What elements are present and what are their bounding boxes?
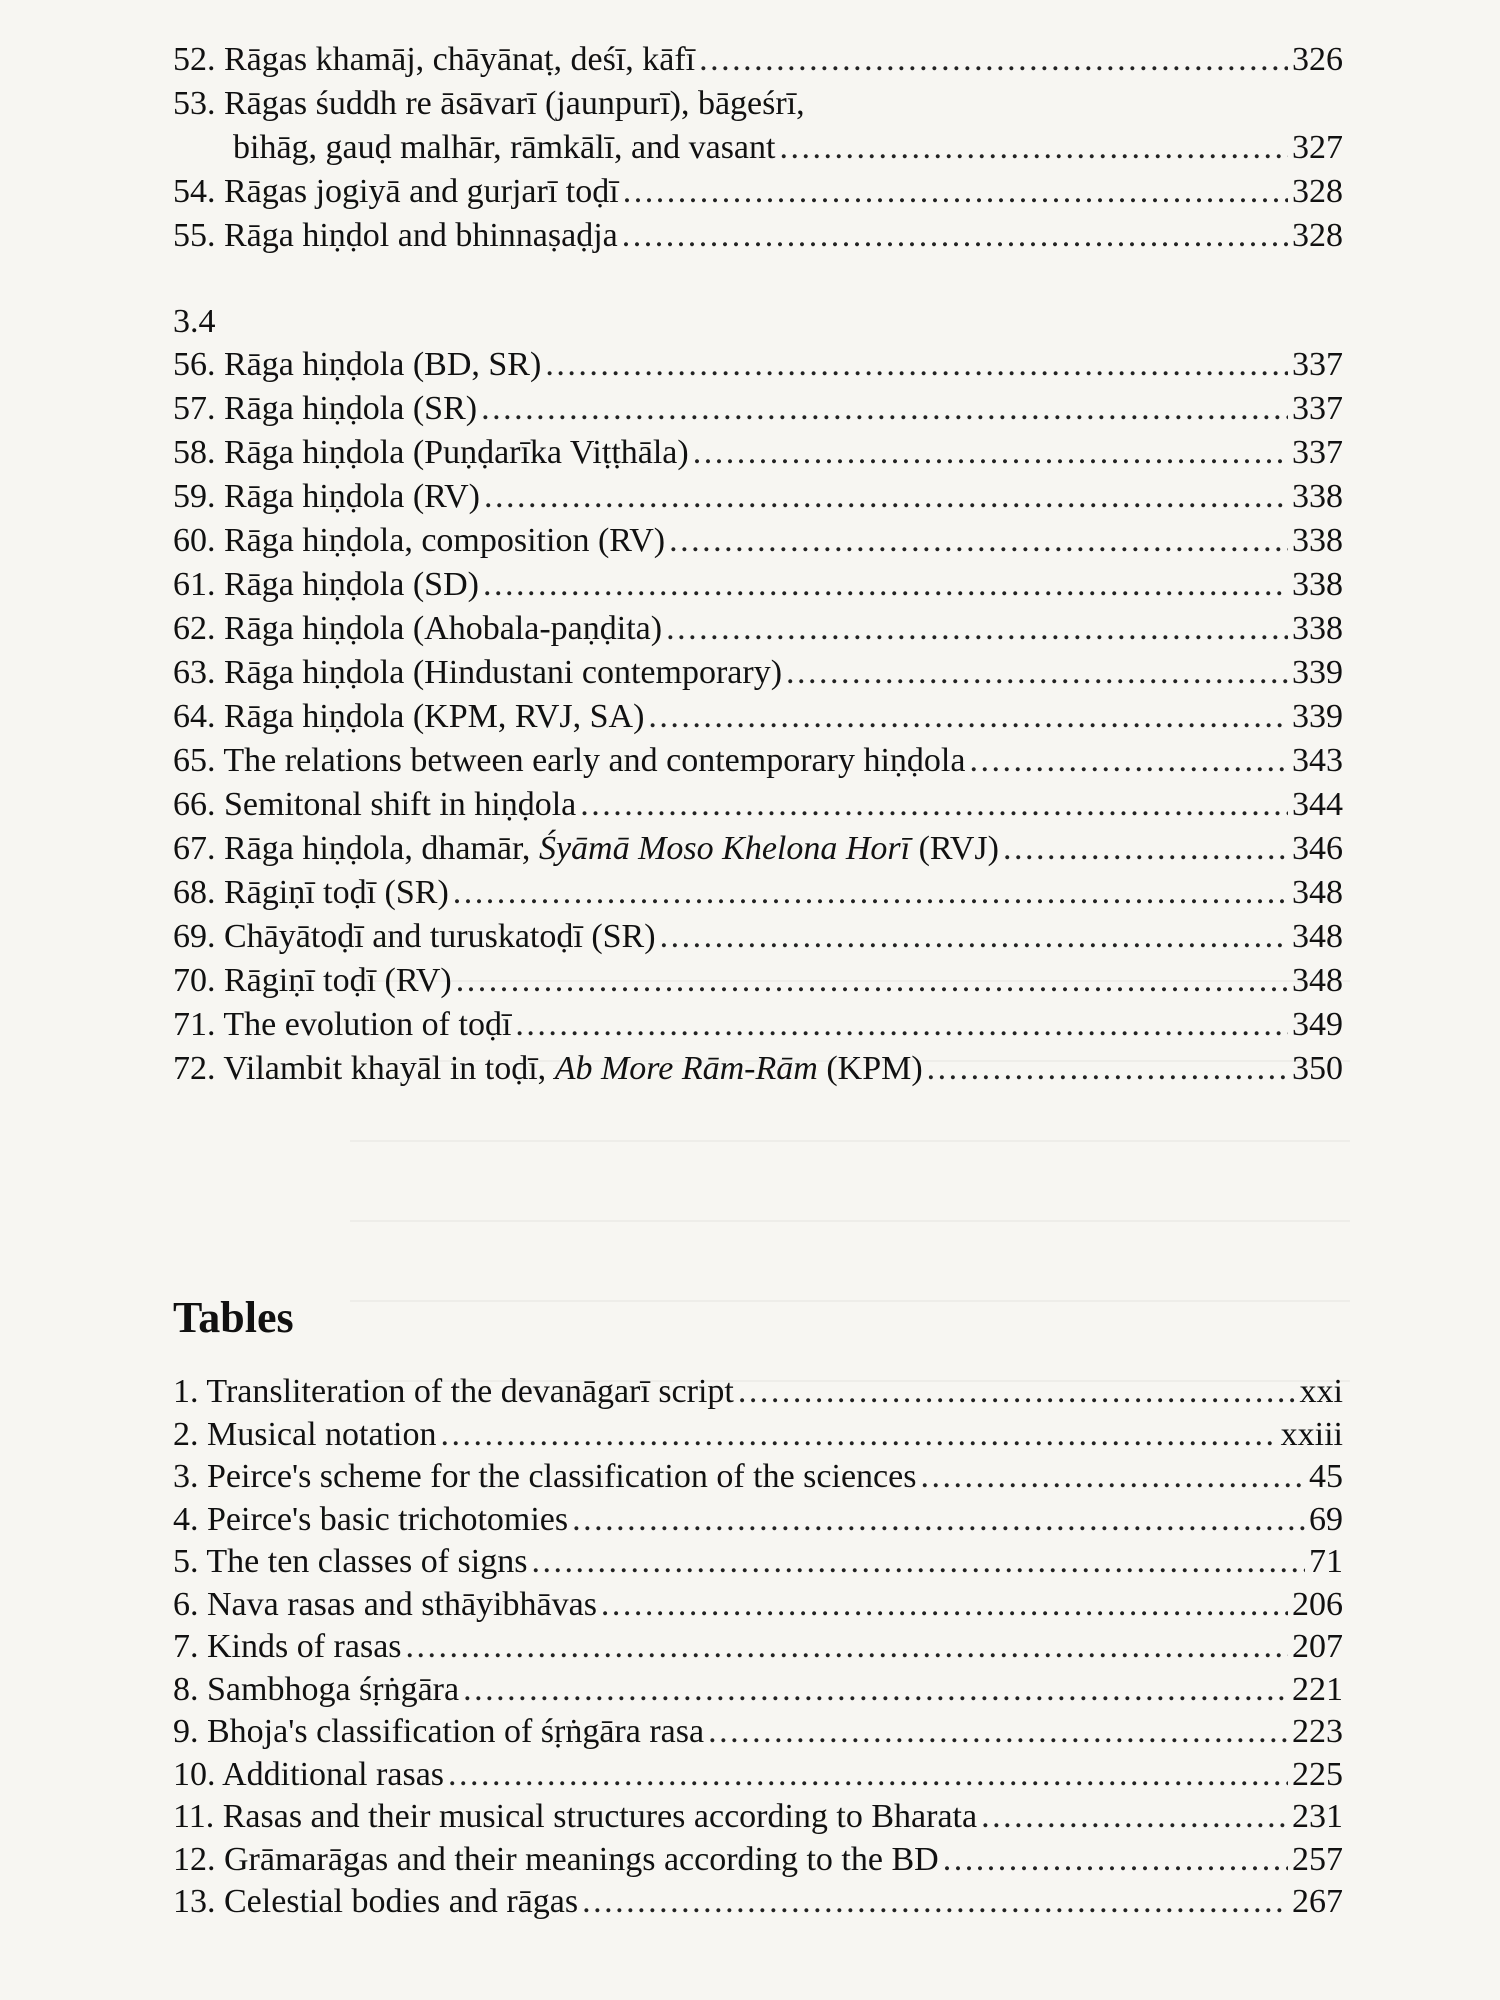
- entry-title: 62. Rāga hiṇḍola (Ahobala-paṇḍita): [173, 610, 663, 647]
- entry-title: 65. The relations between early and contemporary hiṇḍola: [173, 742, 966, 779]
- dot-leader: [601, 1583, 1288, 1627]
- page-number: 338: [1292, 566, 1343, 603]
- entry-title: 55. Rāga hiṇḍol and bhinnaṣaḍja: [173, 217, 618, 254]
- toc-entry: [173, 915, 1343, 959]
- page-number: 339: [1292, 654, 1343, 691]
- entry-title: 64. Rāga hiṇḍola (KPM, RVJ, SA): [173, 698, 645, 735]
- page-number: 337: [1292, 346, 1343, 383]
- entry-title: 71. The evolution of toḍī: [173, 1006, 512, 1043]
- dot-leader: [1003, 827, 1288, 871]
- entry-title: 4. Peirce's basic trichotomies: [173, 1500, 569, 1538]
- toc-entry: [173, 607, 1343, 651]
- dot-leader: [582, 1880, 1288, 1924]
- dot-leader: [515, 1003, 1288, 1047]
- toc-entry: [173, 519, 1343, 563]
- dot-leader: [456, 959, 1288, 1003]
- toc-entry: [173, 170, 1343, 214]
- toc-entry: [173, 214, 1343, 258]
- dot-leader: [623, 170, 1288, 214]
- entry-title: 54. Rāgas jogiyā and gurjarī toḍī: [173, 173, 619, 210]
- dot-leader: [545, 343, 1288, 387]
- page-number: 348: [1292, 918, 1343, 955]
- toc-entry: [173, 1003, 1343, 1047]
- entry-title: 67. Rāga hiṇḍola, dhamār, Śyāmā Moso Khelona Horī (RVJ): [173, 830, 999, 867]
- dot-leader: [440, 1413, 1276, 1457]
- toc-entry: [173, 1540, 1343, 1584]
- toc-entry: [173, 1498, 1343, 1542]
- entry-title: 66. Semitonal shift in hiṇḍola: [173, 786, 577, 823]
- entry-title: 57. Rāga hiṇḍola (SR): [173, 390, 478, 427]
- toc-entry: [173, 1753, 1343, 1797]
- toc-entry: [173, 1583, 1343, 1627]
- page-number: 207: [1292, 1628, 1343, 1665]
- page-number: 327: [1292, 129, 1343, 166]
- toc-entry: [173, 387, 1343, 431]
- page-number: 337: [1292, 434, 1343, 471]
- page-number: 338: [1292, 478, 1343, 515]
- dot-leader: [927, 1047, 1288, 1091]
- entry-title: 3. Peirce's scheme for the classification of the sciences: [173, 1458, 917, 1495]
- dot-leader: [531, 1540, 1305, 1584]
- toc-entry: [173, 1838, 1343, 1882]
- page-number: 225: [1292, 1755, 1343, 1793]
- page-number: xxiii: [1280, 1415, 1343, 1453]
- dot-leader: [669, 519, 1288, 563]
- toc-entry: [173, 38, 1343, 82]
- entry-title: 68. Rāgiṇī toḍī (SR): [173, 874, 449, 911]
- entry-title: 7. Kinds of rasas: [173, 1628, 402, 1665]
- tables-heading: Tables: [173, 1293, 294, 1342]
- toc-entry: [173, 475, 1343, 519]
- toc-entry: [173, 1413, 1343, 1457]
- entry-title: 10. Additional rasas: [173, 1755, 445, 1793]
- toc-entry: [173, 695, 1343, 739]
- entry-title: 69. Chāyātoḍī and turuskatoḍī (SR): [173, 918, 656, 955]
- dot-leader: [666, 607, 1288, 651]
- entry-title: 11. Rasas and their musical structures according to Bharata: [173, 1798, 978, 1835]
- entry-title: 72. Vilambit khayāl in toḍī, Ab More Rām-Rām (KPM): [173, 1050, 923, 1087]
- entry-title: 61. Rāga hiṇḍola (SD): [173, 566, 479, 603]
- toc-entry: [173, 651, 1343, 695]
- dot-leader: [453, 871, 1288, 915]
- page-number: xxi: [1299, 1373, 1343, 1410]
- entry-title: 9. Bhoja's classification of śṛṅgāra rasa: [173, 1713, 705, 1750]
- dot-leader: [920, 1455, 1305, 1499]
- entry-title: 12. Grāmarāgas and their meanings according to the BD: [173, 1840, 939, 1878]
- dot-leader: [943, 1838, 1288, 1882]
- entry-title: bihāg, gauḍ malhār, rāmkālī, and vasant: [233, 129, 776, 166]
- dot-leader: [969, 739, 1288, 783]
- entry-title-italic: Ab More Rām-Rām: [554, 1050, 818, 1087]
- page-number: 344: [1292, 786, 1343, 823]
- page-number: 348: [1292, 874, 1343, 911]
- page-number: 338: [1292, 522, 1343, 559]
- dot-leader: [779, 126, 1288, 170]
- page-number: 338: [1292, 610, 1343, 647]
- dot-leader: [981, 1795, 1288, 1839]
- page-number: 339: [1292, 698, 1343, 735]
- dot-leader: [572, 1498, 1305, 1542]
- dot-leader: [481, 387, 1288, 431]
- page-number: 223: [1292, 1713, 1343, 1750]
- page-number: 206: [1292, 1585, 1343, 1623]
- page-number: 221: [1292, 1670, 1343, 1708]
- dot-leader: [699, 38, 1288, 82]
- entry-title: 8. Sambhoga śṛṅgāra: [173, 1670, 460, 1708]
- dot-leader: [448, 1753, 1288, 1797]
- page-number: 231: [1292, 1798, 1343, 1835]
- page-number: 69: [1309, 1500, 1343, 1538]
- page-number: 328: [1292, 173, 1343, 210]
- page-number: 267: [1292, 1883, 1343, 1920]
- toc-entry: [173, 1370, 1343, 1414]
- entry-title: 70. Rāgiṇī toḍī (RV): [173, 962, 452, 999]
- dot-leader: [483, 563, 1288, 607]
- toc-entry: [173, 431, 1343, 475]
- page-number: 45: [1309, 1458, 1343, 1495]
- toc-entry: [173, 783, 1343, 827]
- toc-entry: [233, 126, 1343, 170]
- entry-title: 58. Rāga hiṇḍola (Puṇḍarīka Viṭṭhāla): [173, 434, 689, 471]
- toc-entry: [173, 1455, 1343, 1499]
- toc-entry: [173, 827, 1343, 871]
- page-number: 71: [1309, 1543, 1343, 1580]
- entry-title: 13. Celestial bodies and rāgas: [173, 1883, 579, 1920]
- entry-title: 60. Rāga hiṇḍola, composition (RV): [173, 522, 666, 559]
- entry-title: 6. Nava rasas and sthāyibhāvas: [173, 1585, 597, 1623]
- entry-title: 56. Rāga hiṇḍola (BD, SR): [173, 346, 542, 383]
- entry-title: 52. Rāgas khamāj, chāyānaṭ, deśī, kāfī: [173, 41, 696, 78]
- toc-entry: [173, 82, 1343, 126]
- toc-entry: [173, 563, 1343, 607]
- entry-title: 1. Transliteration of the devanāgarī script: [173, 1373, 734, 1410]
- page-number: 349: [1292, 1006, 1343, 1043]
- page-number: 343: [1292, 742, 1343, 779]
- toc-entry: [173, 739, 1343, 783]
- toc-entry: [173, 1047, 1343, 1091]
- section-label: 3.4: [173, 303, 216, 340]
- toc-entry: [173, 343, 1343, 387]
- dot-leader: [738, 1370, 1296, 1414]
- entry-title: 2. Musical notation: [173, 1415, 437, 1453]
- toc-entry: [173, 1795, 1343, 1839]
- entry-title: 59. Rāga hiṇḍola (RV): [173, 478, 480, 515]
- dot-leader: [708, 1710, 1288, 1754]
- dot-leader: [484, 475, 1288, 519]
- dot-leader: [622, 214, 1288, 258]
- dot-leader: [648, 695, 1288, 739]
- page-number: 257: [1292, 1840, 1343, 1878]
- page-number: 346: [1292, 830, 1343, 867]
- page-number: 328: [1292, 217, 1343, 254]
- page-number: 337: [1292, 390, 1343, 427]
- toc-entry: [173, 871, 1343, 915]
- page-number: 348: [1292, 962, 1343, 999]
- entry-title-italic: Śyāmā Moso Khelona Horī: [538, 830, 911, 867]
- dot-leader: [580, 783, 1288, 827]
- entry-title: 63. Rāga hiṇḍola (Hindustani contemporary): [173, 654, 783, 691]
- dot-leader: [463, 1668, 1288, 1712]
- entry-title: 53. Rāgas śuddh re āsāvarī (jaunpurī), bāgeśrī,: [173, 85, 805, 122]
- toc-entry: [173, 1710, 1343, 1754]
- dot-leader: [786, 651, 1288, 695]
- dot-leader: [660, 915, 1288, 959]
- toc-entry: [173, 959, 1343, 1003]
- page-number: 326: [1292, 41, 1343, 78]
- toc-entry: [173, 1625, 1343, 1669]
- toc-entry: [173, 1668, 1343, 1712]
- entry-title: 5. The ten classes of signs: [173, 1543, 528, 1580]
- dot-leader: [693, 431, 1288, 475]
- dot-leader: [406, 1625, 1288, 1669]
- page-number: 350: [1292, 1050, 1343, 1087]
- toc-entry: [173, 1880, 1343, 1924]
